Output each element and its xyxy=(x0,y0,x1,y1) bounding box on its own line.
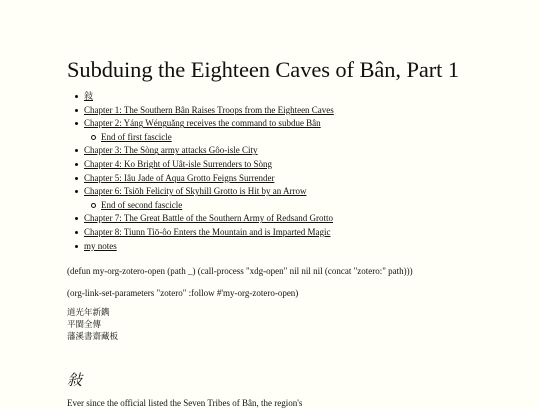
toc-item-chapter-7 xyxy=(84,212,504,226)
toc-link-chapter-3[interactable]: Chapter 3: The Sòng army attacks Gôo-isle City xyxy=(84,145,258,156)
page-title: Subduing the Eighteen Caves of Bân, Part 1 xyxy=(67,57,459,82)
toc-link-chapter-8[interactable]: Chapter 8: Tiunn Tiō-ôo Enters the Mountain and is Imparted Magic xyxy=(84,226,331,237)
toc-link-end-second-fascicle[interactable]: End of second fascicle xyxy=(101,199,183,210)
toc-link-chapter-4[interactable]: Chapter 4: Ko Bright of Uât-isle Surrenders to Sòng xyxy=(84,158,272,169)
body-paragraph: Ever since the official listed the Seven Tribes of Bân, the region's xyxy=(67,398,303,408)
toc-link-chapter-2[interactable]: Chapter 2: Yáng Wénguǎng receives the command to subdue Bân xyxy=(84,118,321,129)
table-of-contents xyxy=(67,90,504,253)
code-line-link-parameters: (org-link-set-parameters "zotero" :follow #'my-org-zotero-open) xyxy=(67,288,299,298)
toc-item-chapter-3 xyxy=(84,144,504,158)
code-line-zotero-open: (defun my-org-zotero-open (path _) (call-process "xdg-open" nil nil nil (concat "zotero:" path))) xyxy=(67,266,413,276)
toc-link-chapter-7[interactable]: Chapter 7: The Great Battle of the Southern Army of Redsand Grotto xyxy=(84,213,334,224)
toc-item-chapter-8 xyxy=(84,226,504,240)
toc-link-chapter-1[interactable]: Chapter 1: The Southern Bân Raises Troops from the Eighteen Caves xyxy=(84,104,334,115)
colophon xyxy=(67,307,118,343)
toc-item-chapter-5 xyxy=(84,172,504,186)
toc-subitem-end-second-fascicle xyxy=(101,199,504,213)
toc-item-chapter-4 xyxy=(84,158,504,172)
toc-subitems-chapter-2 xyxy=(84,131,504,145)
toc-link-preface[interactable]: 敍 xyxy=(84,91,94,101)
toc-subitems-chapter-6 xyxy=(84,199,504,213)
colophon-line-3: 藩溪書齋藏板 xyxy=(67,332,119,342)
section-heading: 敍 xyxy=(67,371,83,389)
toc-subitem-end-first-fascicle xyxy=(101,131,504,145)
toc-item-chapter-2 xyxy=(84,117,504,144)
toc-item-chapter-6 xyxy=(84,185,504,212)
colophon-line-1: 道光年新鐫 xyxy=(67,308,110,318)
toc-link-chapter-6[interactable]: Chapter 6: Tsiōh Felicity of Skyhill Grotto is Hit by an Arrow xyxy=(84,186,307,197)
toc-link-chapter-5[interactable]: Chapter 5: Iâu Jade of Aqua Grotto Feigns Surrender xyxy=(84,172,275,183)
toc-link-my-notes[interactable]: my notes xyxy=(84,240,117,251)
toc-item-my-notes xyxy=(84,240,504,254)
colophon-line-2: 平閩全傳 xyxy=(67,320,102,330)
toc-item-chapter-1 xyxy=(84,104,504,118)
toc-link-end-first-fascicle[interactable]: End of first fascicle xyxy=(101,131,172,142)
toc-item-preface xyxy=(84,90,504,104)
